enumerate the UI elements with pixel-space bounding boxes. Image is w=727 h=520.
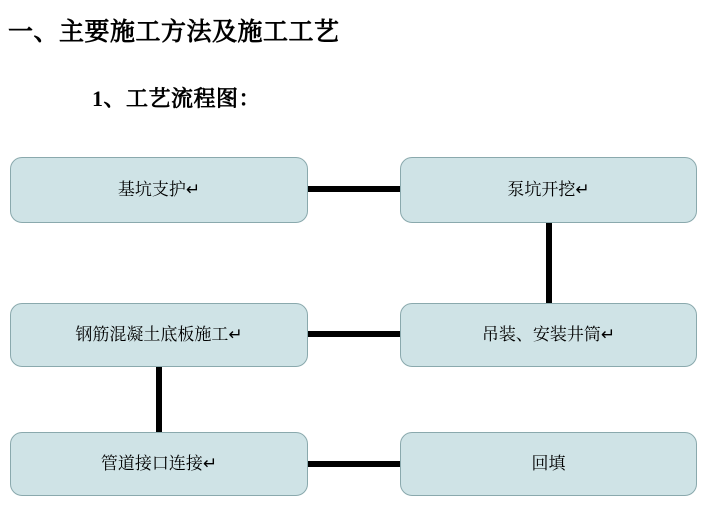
flow-node-label: 管道接口连接↵ xyxy=(100,453,218,473)
flow-node-backfill xyxy=(400,432,697,496)
flow-node-pipe-joint-connection xyxy=(10,432,308,496)
section-subtitle: 1、工艺流程图： xyxy=(92,86,262,111)
flow-node-hoisting-wellbore xyxy=(400,303,697,367)
flow-node-label: 钢筋混凝土底板施工↵ xyxy=(75,324,243,344)
flow-node-label: 泵坑开挖↵ xyxy=(507,179,590,199)
connector-foundation-to-pump xyxy=(308,186,401,192)
page-title: 一、主要施工方法及施工工艺 xyxy=(8,19,340,46)
flow-node-pump-pit-excavation xyxy=(400,157,697,223)
flow-node-label: 回填 xyxy=(531,453,566,473)
connector-pipe-to-backfill xyxy=(308,461,401,467)
flow-node-label: 吊装、安装井筒↵ xyxy=(481,324,616,344)
connector-concrete-to-pipe xyxy=(156,366,162,433)
flow-node-foundation-support xyxy=(10,157,308,223)
connector-pump-to-hoisting xyxy=(546,222,552,304)
flow-node-reinforced-concrete-slab xyxy=(10,303,308,367)
connector-hoisting-to-concrete xyxy=(308,331,401,337)
flow-node-label: 基坑支护↵ xyxy=(117,179,201,199)
